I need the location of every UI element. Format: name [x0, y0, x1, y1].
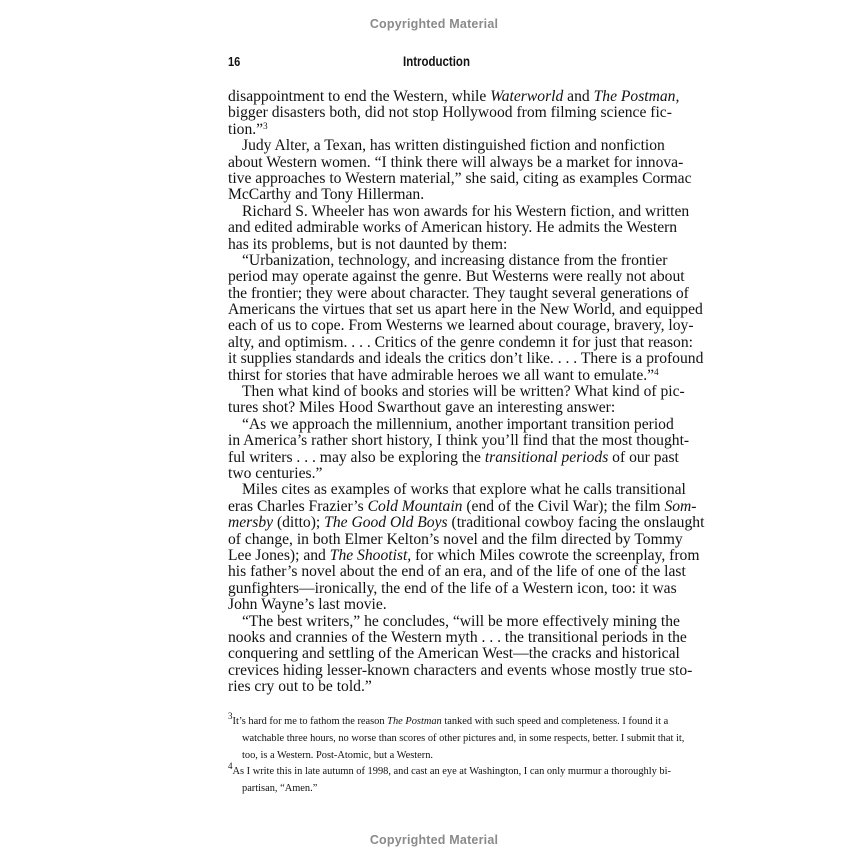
paragraph [228, 202, 690, 253]
paragraph [228, 383, 685, 417]
text-line [228, 383, 685, 401]
italic-text: The Shootist, [329, 546, 412, 564]
text-line [228, 333, 693, 351]
text-line [228, 88, 680, 105]
paragraph [228, 481, 705, 614]
footnote-marker: 3 [263, 120, 268, 131]
text-run: As I write this in late autumn of 1998, and cast an eye at Washington, I can only murmur a thoroughly bi- [232, 766, 671, 778]
italic-text: Waterworld [490, 88, 564, 105]
text-run: crevices hiding lesser-known characters and events whose mostly true sto- [228, 661, 693, 679]
text-run: partisan, “Amen.” [242, 783, 318, 795]
text-line [228, 268, 685, 286]
text-run: for which Miles cowrote the screenplay, from [411, 546, 700, 564]
paragraph [228, 137, 692, 204]
text-run: eras Charles Frazier’s [228, 497, 368, 515]
text-line [228, 317, 694, 335]
footnote-marker: 3 [228, 711, 233, 721]
text-run: two centuries.” [228, 464, 323, 482]
text-run: bigger disasters both, did not stop Hollywood from filming science fic- [228, 104, 672, 122]
footnote [228, 711, 685, 764]
text-line [228, 530, 683, 548]
text-line [228, 563, 686, 581]
text-run: “The best writers,” he concludes, “will be more effectively mining the [242, 612, 680, 630]
text-run: Americans the virtues that set us apart here in the New World, and equipped [228, 301, 703, 319]
italic-text: The Good Old Boys [324, 514, 448, 532]
text-run: tanked with such speed and completeness. I found it a [441, 716, 669, 727]
text-run: watchable three hours, no worse than scores of other pictures and, in some respects, better. I submit that it, [242, 732, 685, 744]
text-run: nooks and crannies of the Western myth . . . the transitional periods in the [228, 628, 687, 646]
text-line [228, 645, 680, 663]
text-run: “Urbanization, technology, and increasing distance from the frontier [242, 251, 668, 269]
text-line [228, 187, 645, 203]
text-line [228, 612, 680, 630]
text-line [228, 628, 687, 646]
text-line [228, 514, 705, 532]
text-line [228, 153, 684, 171]
italic-text: Som- [664, 497, 697, 515]
text-line [228, 466, 645, 482]
text-run: ful writers . . . may also be exploring the [228, 448, 485, 466]
paragraph [228, 415, 690, 483]
text-run: it supplies standards and ideals the critics don’t like. . . . There is a profound [228, 350, 704, 368]
text-run: (traditional cowboy facing the onslaught [447, 514, 705, 532]
paragraph [228, 251, 704, 384]
italic-text: Cold Mountain [367, 497, 463, 515]
footnote-marker: 4 [654, 366, 659, 377]
text-run: about Western women. “I think there will always be a market for innova- [228, 153, 684, 171]
footnote-line [228, 731, 685, 748]
italic-text: mersby [228, 514, 274, 532]
text-run: It’s hard for me to fathom the reason [232, 716, 388, 727]
text-run: disappointment to end the Western, while [228, 88, 491, 105]
text-run: of change, in both Elmer Kelton’s novel and the film directed by Tommy [228, 530, 683, 548]
text-run: (end of the Civil War); the film [462, 497, 665, 515]
footnote-line [228, 711, 669, 731]
text-line [228, 546, 700, 564]
text-run: the frontier; they were about character. They taught several generations of [228, 284, 689, 302]
text-run: Lee Jones); and [228, 546, 330, 564]
text-line [228, 679, 645, 695]
text-line [228, 432, 690, 450]
text-run: Miles cites as examples of works that explore what he calls transitional [242, 481, 686, 499]
text-run: and [563, 88, 594, 105]
text-line [228, 122, 645, 138]
running-header [228, 54, 645, 74]
text-line [228, 481, 686, 499]
text-run: ries cry out to be told.” [228, 678, 372, 696]
text-line [228, 301, 703, 319]
text-line [228, 104, 672, 122]
text-line [228, 415, 674, 433]
text-run: his father’s novel about the end of an era, and of the life of one of the last [228, 563, 686, 581]
text-run: conquering and settling of the American West—the cracks and historical [228, 645, 680, 663]
text-run: tures shot? Miles Hood Swarthout gave an interesting answer: [228, 399, 616, 417]
text-line [228, 597, 645, 613]
text-line [228, 169, 692, 187]
text-line [228, 284, 689, 302]
text-line [228, 237, 645, 253]
text-line [228, 448, 679, 466]
italic-text: The Postman [387, 716, 442, 727]
text-line [228, 661, 693, 679]
text-line [228, 366, 659, 384]
footnote-line [228, 761, 671, 781]
text-run: in America’s rather short history, I think you’ll find that the most thought- [228, 432, 690, 450]
text-run: Then what kind of books and stories will be written? What kind of pic- [242, 383, 685, 401]
text-line [228, 137, 665, 155]
text-line [228, 579, 677, 597]
text-run: McCarthy and Tony Hillerman. [228, 186, 425, 204]
copyright-watermark-bottom: Copyrighted Material [369, 833, 499, 847]
text-run: too, is a Western. Post-Atomic, but a Western. [242, 749, 434, 761]
footnote [228, 761, 671, 798]
running-title: Introduction [403, 54, 470, 69]
page-number: 16 [228, 54, 241, 69]
text-line [228, 400, 645, 416]
text-line [228, 350, 704, 368]
text-run: of our past [608, 448, 679, 466]
text-run: alty, and optimism. . . . Critics of the genre condemn it for just that reason: [228, 333, 693, 351]
text-line [228, 202, 690, 220]
text-run: (ditto); [273, 514, 325, 532]
footnote-line [228, 781, 645, 798]
footnote-line [228, 748, 645, 765]
paragraph [228, 612, 693, 696]
italic-text: The Postman, [593, 88, 680, 105]
text-run: “As we approach the millennium, another important transition period [242, 415, 674, 433]
copyright-watermark-top: Copyrighted Material [369, 17, 499, 31]
paragraph [228, 88, 680, 138]
text-run: Judy Alter, a Texan, has written distinguished fiction and nonfiction [242, 137, 665, 155]
text-run: tion.” [228, 120, 264, 138]
text-run: John Wayne’s last movie. [228, 596, 387, 614]
footnote-marker: 4 [228, 761, 233, 772]
text-run: tive approaches to Western material,” she said, citing as examples Cormac [228, 169, 692, 187]
text-run: thirst for stories that have admirable heroes we all want to emulate.” [228, 366, 655, 384]
footnotes [228, 711, 685, 798]
text-run: gunfighters—ironically, the end of the life of a Western icon, too: it was [228, 579, 677, 597]
text-line [228, 219, 678, 237]
text-run: and edited admirable works of American history. He admits the Western [228, 219, 678, 237]
text-line [228, 497, 697, 515]
body-text [228, 88, 705, 696]
text-run: Richard S. Wheeler has won awards for his Western fiction, and written [242, 202, 690, 220]
text-run: has its problems, but is not daunted by them: [228, 235, 508, 253]
italic-text: transitional periods [484, 448, 609, 466]
text-run: period may operate against the genre. But Westerns were really not about [228, 268, 685, 286]
text-run: each of us to cope. From Westerns we learned about courage, bravery, loy- [228, 317, 694, 335]
text-line [228, 251, 668, 269]
